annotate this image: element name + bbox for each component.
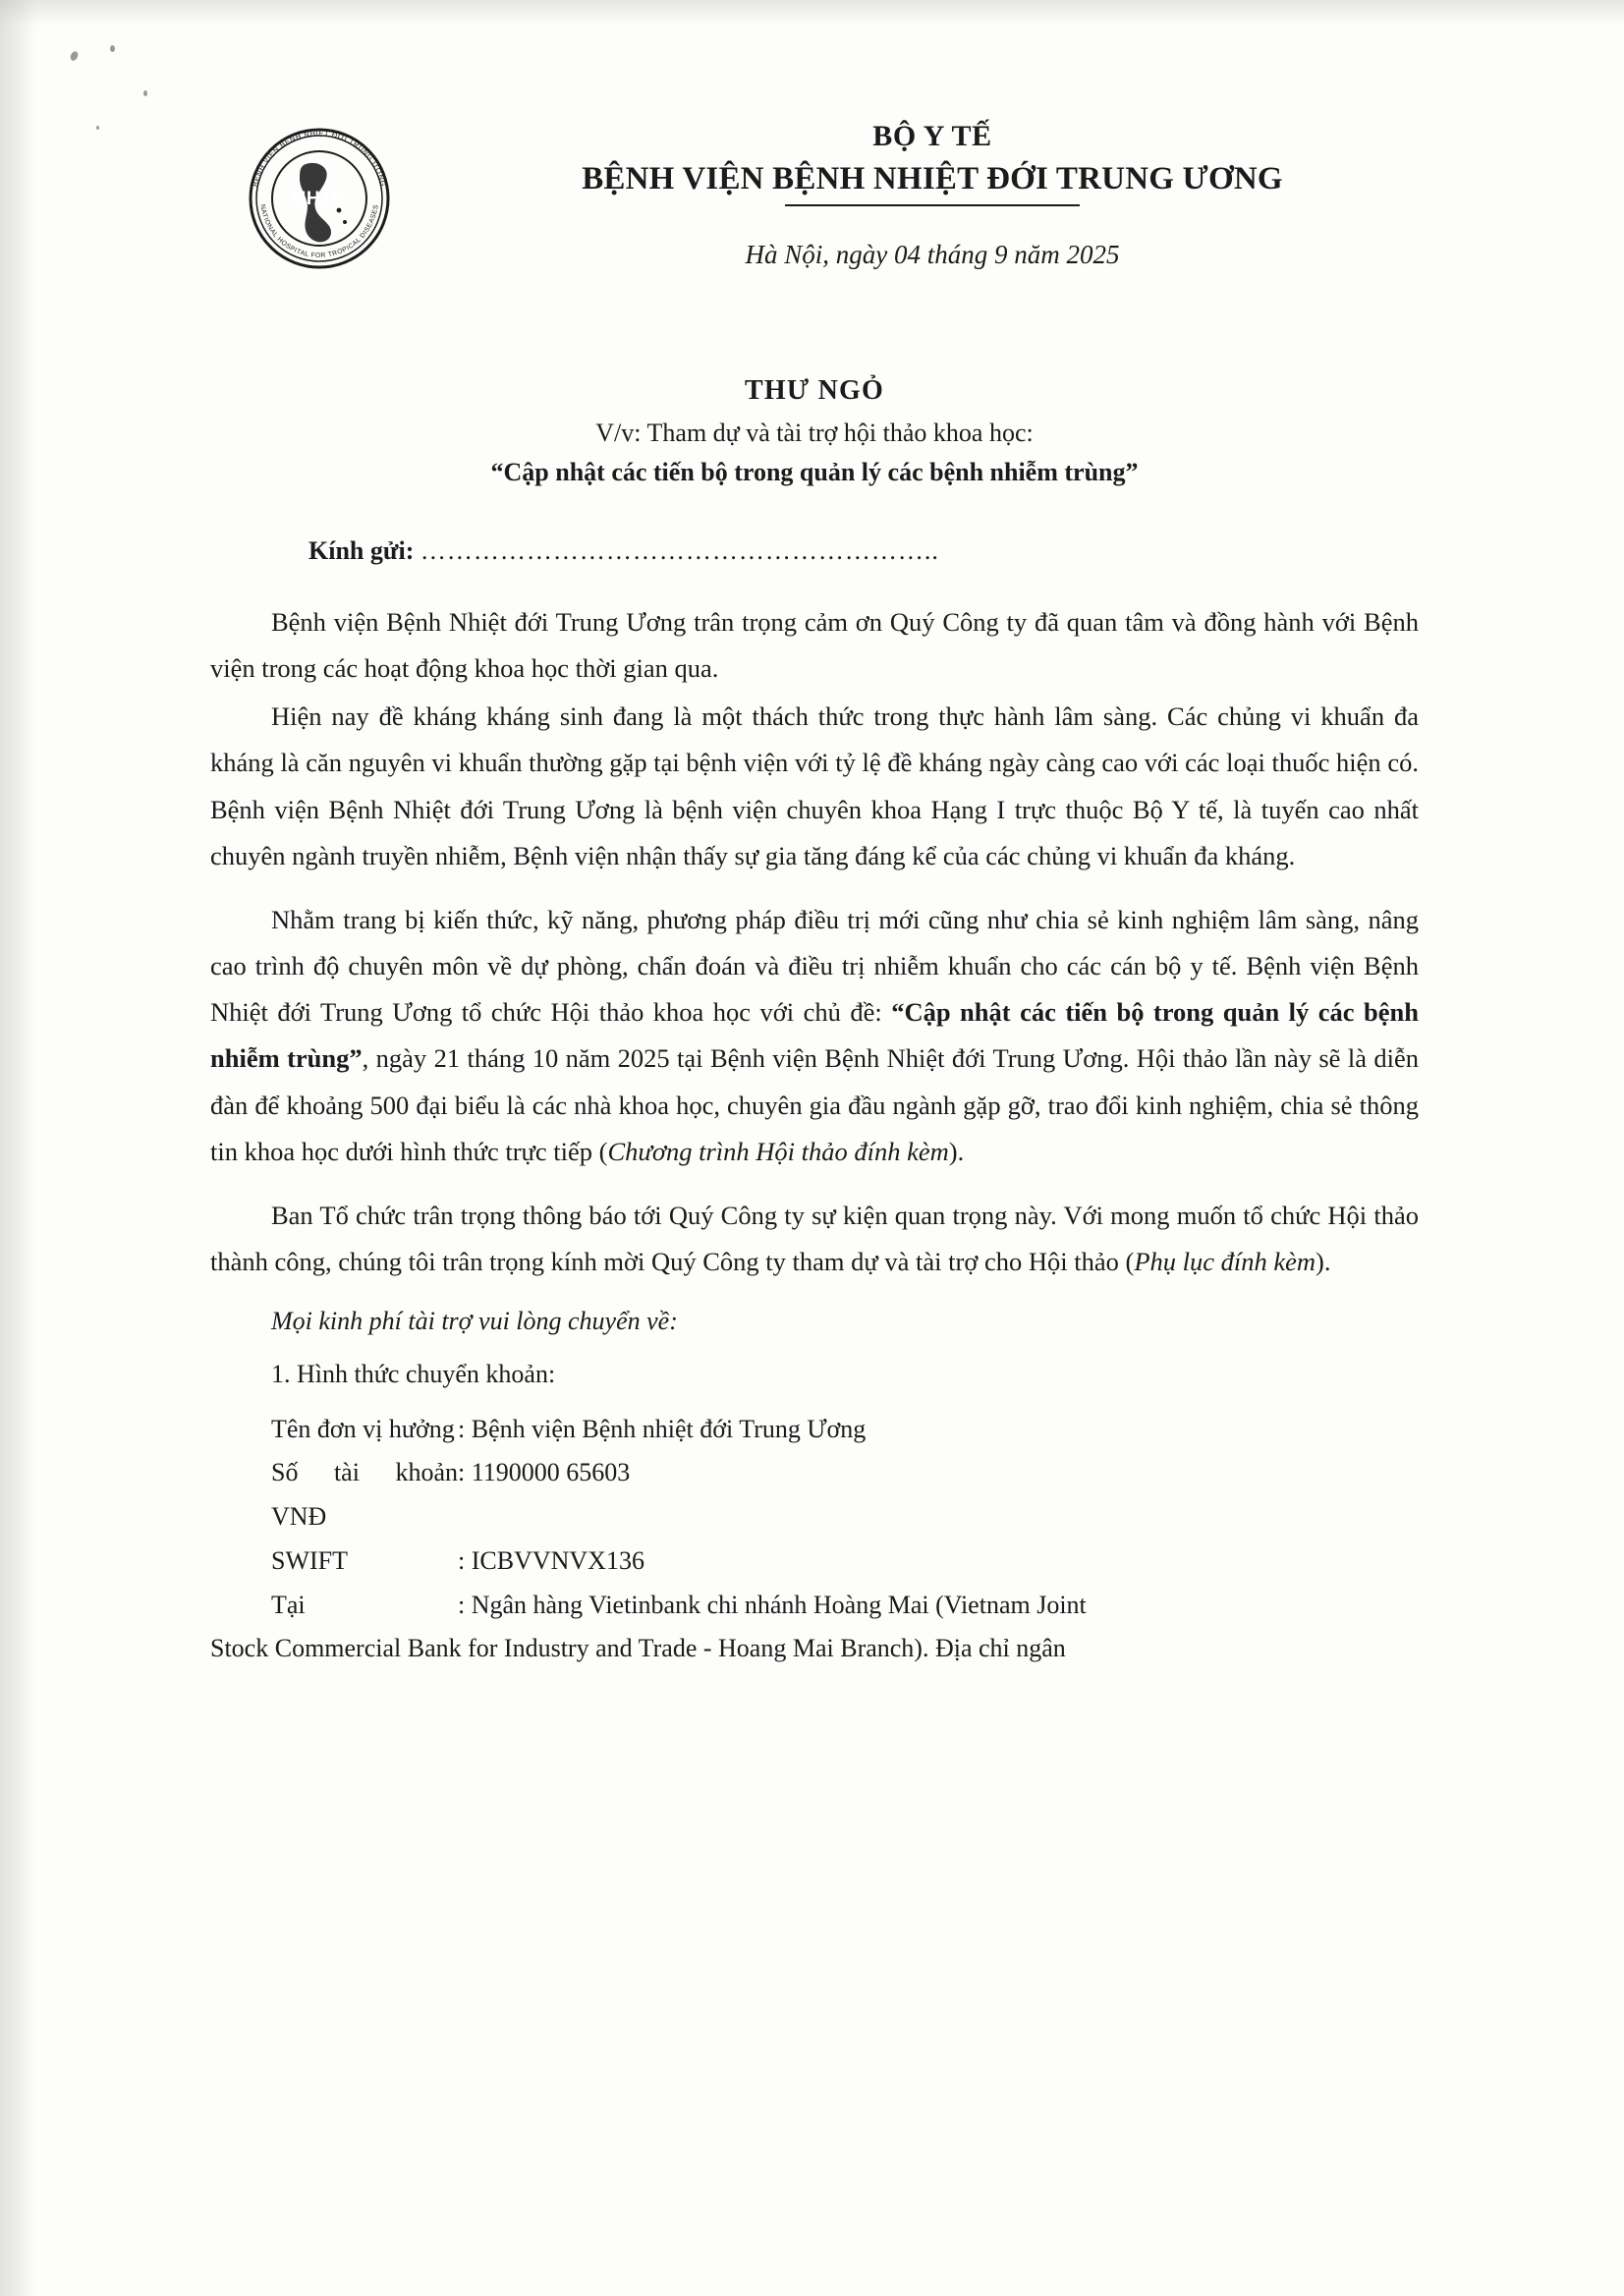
- paragraph-spacer: [210, 1177, 1419, 1193]
- bank-value: : 1190000 65603: [458, 1458, 631, 1487]
- svg-text:NHTĐ: NHTĐ: [292, 189, 347, 209]
- letterhead: [210, 106, 1419, 312]
- document-title: THƯ NGỎ: [745, 375, 884, 406]
- scan-speck: [110, 45, 115, 52]
- paragraph-event-topic: “Cập nhật các tiến bộ trong quản lý các bệnh nhiễm trùng”: [210, 997, 1419, 1074]
- bank-detail-row: [210, 1584, 1419, 1628]
- paragraph-event-part1: Nhằm trang bị kiến thức, kỹ năng, phương pháp điều trị mới cũng như chia sẻ kinh nghiệm lâm sàng, nâng cao trình độ chuyên môn về dự phòng, chẩn đoán và điều trị nhiễm khuẩn cho các cán bộ y tế. Bệnh viện Bệnh Nhiệt đới Trung Ương tổ chức Hội thảo khoa học với chủ đề:: [210, 904, 1419, 1028]
- paragraph-context: Hiện nay đề kháng kháng sinh đang là một thách thức trong thực hành lâm sàng. Các chủng vi khuẩn đa kháng là căn nguyên vi khuẩn thường gặp tại bệnh viện với tỷ lệ đề kháng ngày càng cao với các loại thuốc hiện có. Bệnh viện Bệnh Nhiệt đới Trung Ương là bệnh viện chuyên khoa Hạng I trực thuộc Bộ Y tế, là tuyến cao nhất chuyên ngành truyền nhiễm, Bệnh viện nhận thấy sự gia tăng đáng kể của các chủng vi khuẩn đa kháng.: [210, 701, 1419, 870]
- scan-speck: [143, 90, 147, 96]
- letterhead-titles: [446, 118, 1419, 270]
- transfer-method-heading: 1. Hình thức chuyển khoản:: [271, 1360, 556, 1389]
- paragraph-event-attachment: Chương trình Hội thảo đính kèm: [607, 1136, 949, 1166]
- paragraph-invitation-attachment: Phụ lục đính kèm: [1134, 1247, 1316, 1277]
- paragraph-event-part2: , ngày 21 tháng 10 năm 2025 tại Bệnh viện Bệnh Nhiệt đới Trung Ương. Hội thảo lần này sẽ là diễn đàn để khoảng 500 đại biểu là các nhà khoa học, chuyên gia đầu ngành gặp gỡ, trao đổi kinh nghiệm, chia sẻ thông tin khoa học dưới hình thức trực tiếp (: [210, 1043, 1419, 1166]
- paragraph-invitation: [210, 1193, 1419, 1285]
- scan-speck: [69, 50, 80, 62]
- bank-address-continuation: Stock Commercial Bank for Industry and Trade - Hoang Mai Branch). Địa chỉ ngân: [210, 1634, 1066, 1663]
- recipient-line: [308, 536, 1419, 566]
- document-content: [210, 0, 1419, 1671]
- paragraph-invitation-part1: Ban Tổ chức trân trọng thông báo tới Quý Công ty sự kiện quan trọng này. Với mong muốn tổ chức Hội thảo thành công, chúng tôi trân trọng kính mời Quý Công ty tham dự và tài trợ cho Hội thảo (: [210, 1200, 1419, 1277]
- bank-details: [210, 1408, 1419, 1671]
- bank-value: : ICBVVNVX136: [458, 1545, 644, 1575]
- bank-label: Tên đơn vị hưởng: [271, 1414, 455, 1443]
- paragraph-thanks: Bệnh viện Bệnh Nhiệt đới Trung Ương trân trọng cảm ơn Quý Công ty đã quan tâm và đồng hành với Bệnh viện trong các hoạt động khoa học thời gian qua.: [210, 607, 1419, 684]
- funding-note: Mọi kinh phí tài trợ vui lòng chuyển về:: [271, 1307, 678, 1336]
- place-and-date: Hà Nội, ngày 04 tháng 9 năm 2025: [745, 240, 1120, 270]
- subject-line: V/v: Tham dự và tài trợ hội thảo khoa học:: [595, 419, 1034, 447]
- bank-detail-row: [210, 1408, 1419, 1452]
- paragraph-event: [210, 897, 1419, 1175]
- scan-edge-shadow-left: [0, 0, 37, 2296]
- paragraph-spacer: [210, 881, 1419, 897]
- bank-label: SWIFT: [271, 1545, 348, 1575]
- bank-label: Tại: [271, 1590, 306, 1619]
- hospital-seal-logo: [235, 114, 404, 283]
- recipient-label: Kính gửi:: [308, 536, 415, 565]
- letter-body: [210, 599, 1419, 1671]
- hospital-name: BỆNH VIỆN BỆNH NHIỆT ĐỚI TRUNG ƯƠNG: [582, 158, 1283, 207]
- paragraph-event-part3: ).: [948, 1136, 965, 1166]
- ministry-name: BỘ Y TẾ: [872, 120, 992, 152]
- svg-text:BỆNH VIỆN BỆNH NHIỆT ĐỚI TRUNG: BỆNH VIỆN BỆNH NHIỆT ĐỚI TRUNG ƯƠNG: [251, 128, 388, 188]
- bank-value: : Ngân hàng Vietinbank chi nhánh Hoàng Mai (Vietnam Joint: [458, 1590, 1087, 1619]
- bank-value: : Bệnh viện Bệnh nhiệt đới Trung Ương: [458, 1414, 867, 1443]
- bank-label: Số tài khoản VNĐ: [271, 1458, 458, 1532]
- paragraph-invitation-part2: ).: [1316, 1247, 1331, 1277]
- scan-speck: [96, 126, 99, 130]
- bank-detail-row: [210, 1540, 1419, 1584]
- svg-text:NATIONAL HOSPITAL FOR TROPICAL: NATIONAL HOSPITAL FOR TROPICAL DISEASES: [258, 203, 380, 260]
- recipient-blank: …………………………………………………..: [420, 536, 939, 565]
- bank-detail-row: [210, 1451, 1419, 1539]
- subject-topic: “Cập nhật các tiến bộ trong quản lý các bệnh nhiễm trùng”: [490, 458, 1139, 486]
- title-block: [210, 375, 1419, 487]
